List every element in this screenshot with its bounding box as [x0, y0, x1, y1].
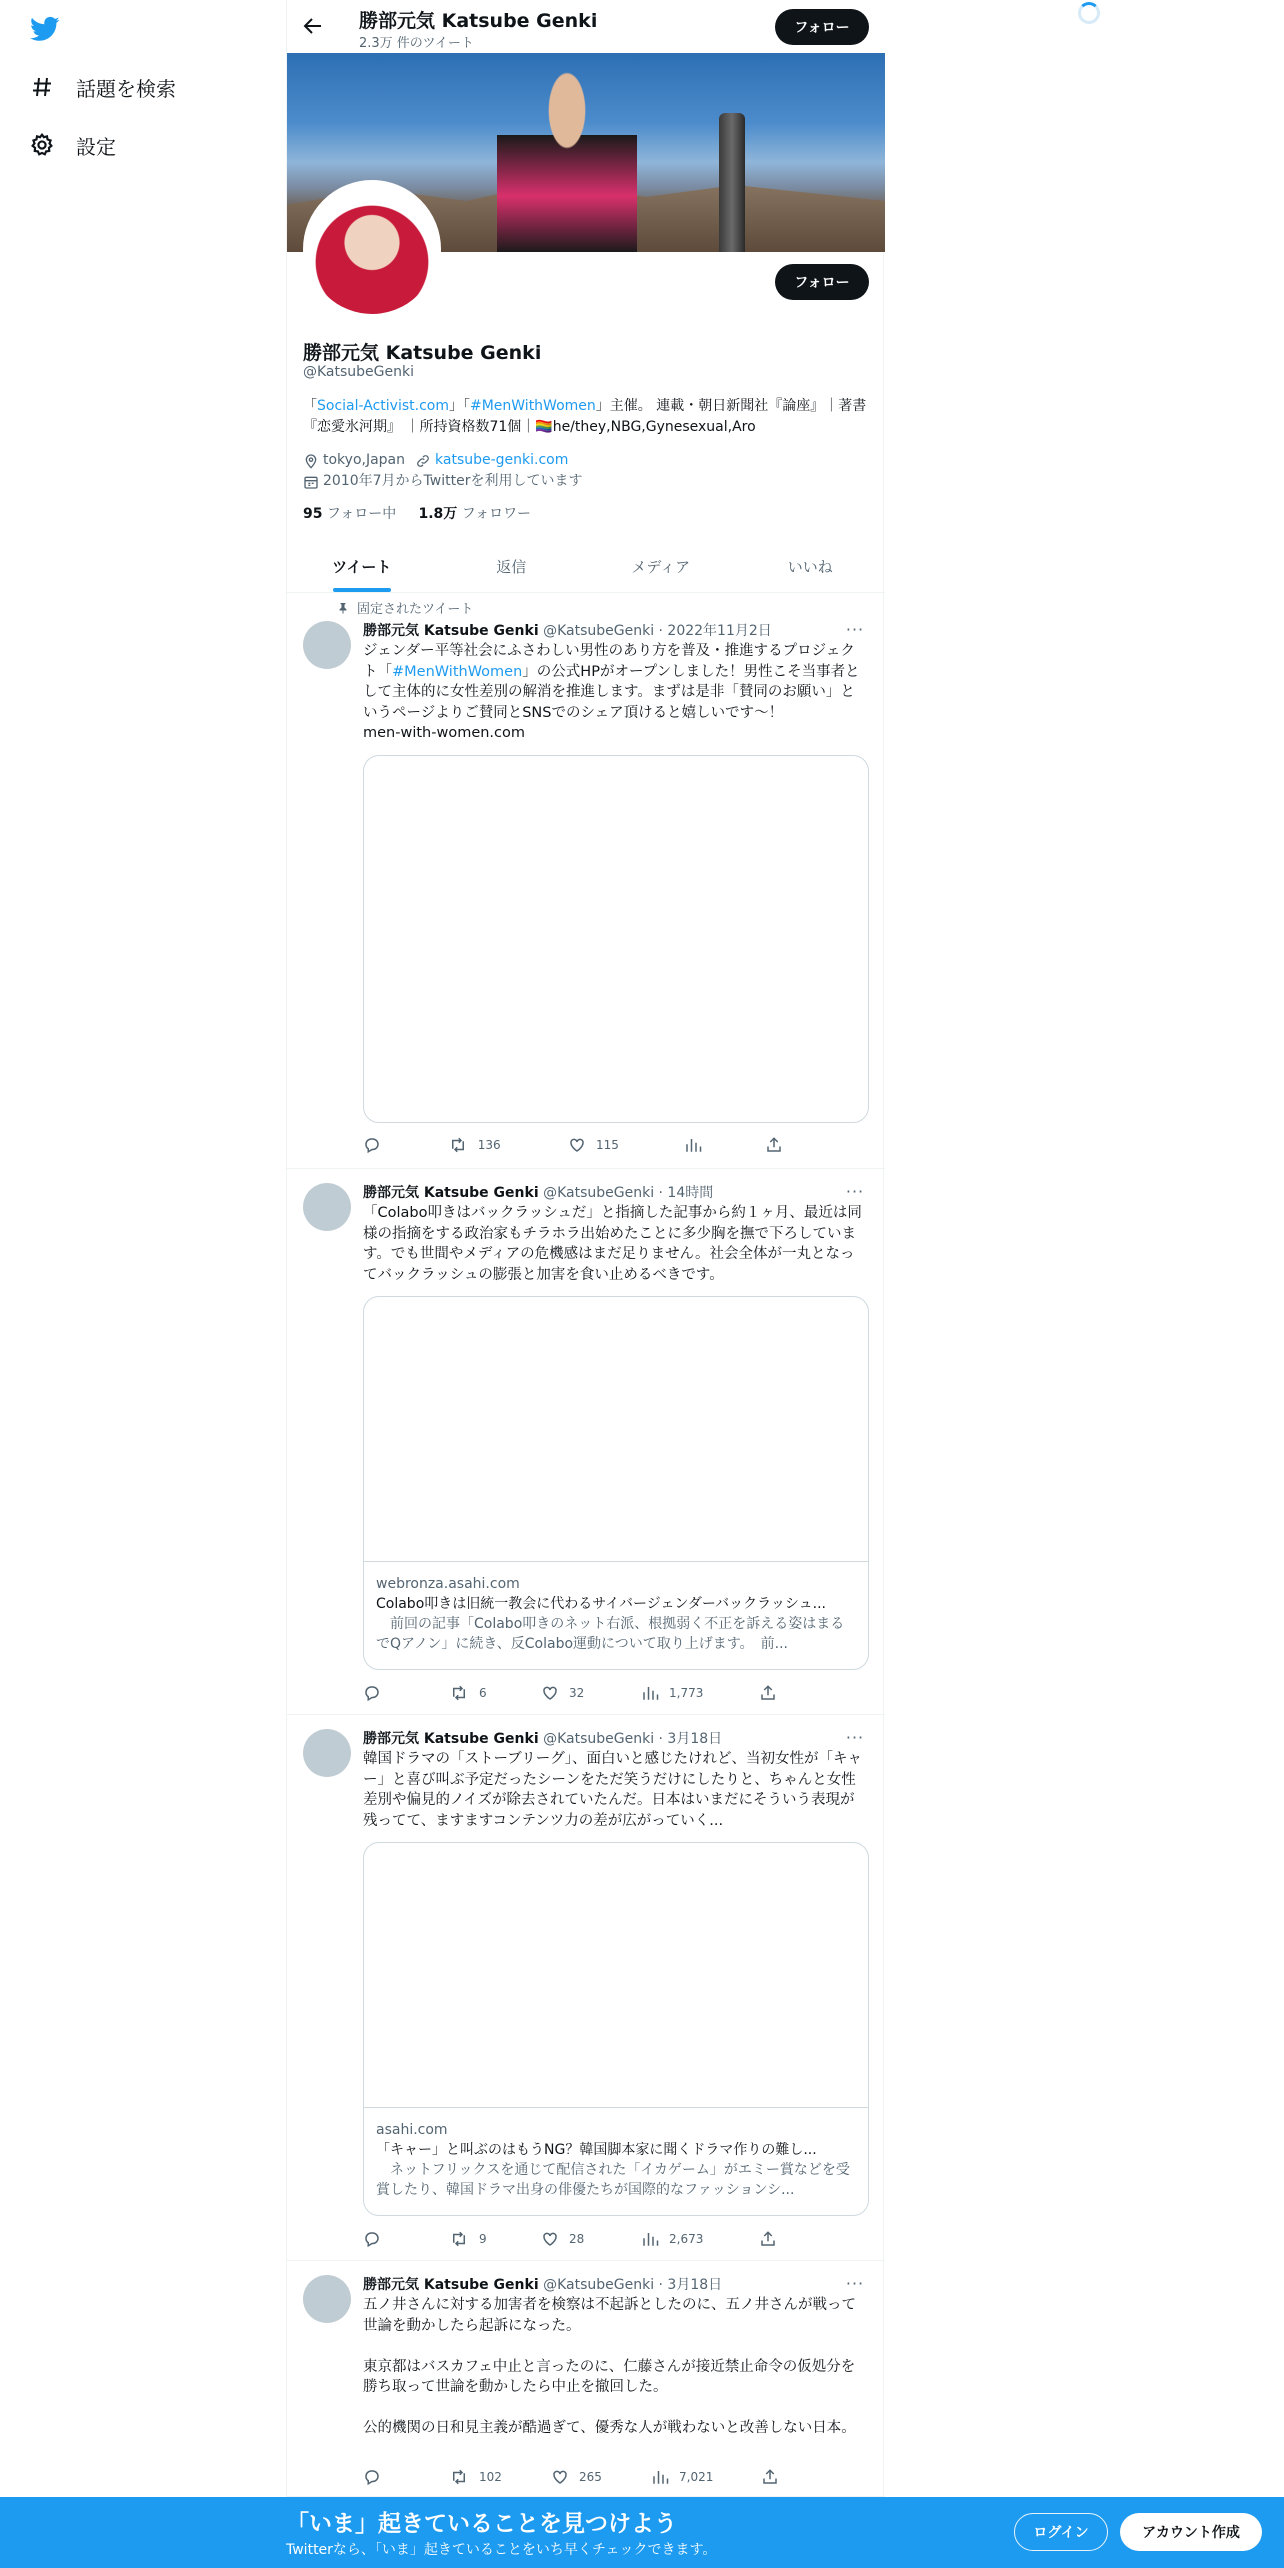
views-chart-icon	[641, 1684, 659, 1702]
signup-button[interactable]: アカウント作成	[1120, 2513, 1262, 2551]
reply-icon	[363, 2230, 381, 2248]
link-card-domain: webronza.asahi.com	[376, 1576, 520, 1592]
bio-text: 」「	[448, 398, 470, 414]
tweet-meta[interactable]: @KatsubeGenki · 3月18日	[543, 1731, 723, 1747]
tweet-author-name[interactable]: 勝部元気 Katsube Genki	[363, 623, 539, 639]
more-options-icon[interactable]: ···	[845, 2274, 865, 2293]
tweet[interactable]	[287, 1169, 885, 1715]
sidebar-item-settings[interactable]	[28, 125, 116, 165]
retweet-button[interactable]	[449, 2229, 541, 2249]
loading-spinner-icon	[1078, 2, 1100, 24]
tab-tweets[interactable]: ツイート	[287, 540, 437, 592]
share-icon	[759, 2230, 777, 2248]
tweet-text	[363, 641, 863, 723]
profile-handle: @KatsubeGenki	[303, 364, 415, 380]
reply-icon	[363, 2468, 381, 2486]
profile-location: tokyo,Japan	[323, 452, 406, 468]
profile-header-bar	[287, 0, 885, 53]
retweet-icon	[449, 1684, 469, 1702]
reply-icon	[363, 1684, 381, 1702]
calendar-icon	[303, 474, 319, 490]
sidebar-item-label: 設定	[76, 134, 116, 159]
followers-label: フォロワー	[457, 506, 532, 522]
view-count: 2,673	[669, 2232, 704, 2246]
left-sidebar	[0, 0, 286, 2568]
tweet-avatar[interactable]	[303, 1183, 351, 1231]
tweet-media-card[interactable]	[363, 755, 869, 1123]
bio-hashtag-menwithwomen[interactable]: #MenWithWomen	[469, 398, 596, 414]
following-link[interactable]	[303, 506, 396, 522]
tweet-text: 五ノ井さんに対する加害者を検察は不起訴としたのに、五ノ井さんが戦って世論を動かしたら起訴になった。 東京都はバスカフェ中止と言ったのに、仁藤さんが接近禁止命令の仮処分を勝ち取って世論を動かしたら中止を撤回した。 公的機関の日和見主義が酷過ぎて、優秀な人が戦わないと改善しない日本。	[363, 2297, 856, 2436]
like-count: 32	[569, 1686, 585, 1700]
link-icon	[415, 453, 431, 469]
share-button[interactable]	[761, 2467, 789, 2487]
reply-button[interactable]	[363, 1683, 449, 1703]
like-count: 265	[579, 2470, 602, 2484]
view-count: 1,773	[669, 1686, 704, 1700]
link-card-title: Colabo叩きは旧統一教会に代わるサイバージェンダーバックラッシュ...	[376, 1596, 826, 1612]
share-button[interactable]	[759, 2229, 787, 2249]
tweet-header	[363, 1728, 722, 1748]
like-button[interactable]	[541, 2229, 641, 2249]
like-button[interactable]	[541, 1683, 641, 1703]
tweet[interactable]	[287, 1715, 885, 2261]
tweet-pinned[interactable]	[287, 593, 885, 1169]
view-count: 7,021	[679, 2470, 714, 2484]
views-chart-icon	[641, 2230, 659, 2248]
views-button[interactable]	[651, 2467, 761, 2487]
views-button[interactable]	[684, 1135, 765, 1155]
retweet-count: 102	[479, 2470, 502, 2484]
back-arrow-icon[interactable]	[301, 14, 325, 38]
retweet-count: 9	[479, 2232, 487, 2246]
following-label: フォロー中	[322, 506, 397, 522]
retweet-icon	[449, 2230, 469, 2248]
reply-button[interactable]	[363, 1135, 448, 1155]
header-tweet-count: 2.3万 件のツイート	[359, 36, 474, 51]
link-card-image	[364, 1297, 868, 1562]
login-button[interactable]: ログイン	[1014, 2513, 1108, 2551]
reply-icon	[363, 1136, 381, 1154]
tweet-avatar[interactable]	[303, 2275, 351, 2323]
tweet-actions	[363, 2229, 793, 2249]
link-card-title: 「キャー」と叫ぶのはもうNG？韓国脚本家に聞くドラマ作りの難し...	[376, 2142, 817, 2158]
views-button[interactable]	[641, 1683, 759, 1703]
profile-joined-date: 2010年7月からTwitterを利用しています	[323, 473, 583, 489]
bio-link-social-activist[interactable]: Social-Activist.com	[317, 398, 449, 414]
reply-button[interactable]	[363, 2229, 449, 2249]
heart-icon	[541, 1684, 559, 1702]
share-button[interactable]	[765, 1135, 793, 1155]
tweet-author-name[interactable]: 勝部元気 Katsube Genki	[363, 1185, 539, 1201]
heart-icon	[551, 2468, 569, 2486]
profile-meta	[303, 450, 582, 492]
tweet-header	[363, 1182, 713, 1202]
link-card-image	[364, 1843, 868, 2108]
profile-timeline	[286, 0, 884, 2568]
sidebar-item-label: 話題を検索	[76, 76, 176, 101]
retweet-icon	[449, 2468, 469, 2486]
tab-replies[interactable]: 返信	[496, 557, 527, 576]
tweet-avatar[interactable]	[303, 1729, 351, 1777]
followers-count: 1.8万	[418, 506, 458, 522]
more-options-icon[interactable]: ···	[845, 1182, 865, 1201]
like-button[interactable]	[551, 2467, 651, 2487]
header-name: 勝部元気 Katsube Genki	[359, 10, 598, 32]
profile-tabs	[287, 540, 885, 593]
header-follow-button[interactable]: フォロー	[775, 9, 869, 45]
tweet-header	[363, 620, 772, 640]
following-count: 95	[303, 506, 323, 522]
profile-name: 勝部元気 Katsube Genki	[303, 342, 542, 364]
link-card-description: 前回の記事「Colabo叩きのネット右派、根拠弱く不正を訴える姿はまるでQアノン」に続き、反Colabo運動について取り上げます。 前...	[376, 1616, 845, 1652]
retweet-count: 6	[479, 1686, 487, 1700]
like-count: 28	[569, 2232, 585, 2246]
tweet-avatar[interactable]	[303, 621, 351, 669]
retweet-icon	[448, 1136, 468, 1154]
sidebar-item-explore[interactable]	[28, 67, 176, 107]
views-chart-icon	[684, 1136, 702, 1154]
bio-text: 「	[303, 398, 317, 414]
tweet-link-card[interactable]	[363, 1296, 869, 1670]
tweet-meta[interactable]: @KatsubeGenki · 3月18日	[543, 2277, 723, 2293]
share-button[interactable]	[759, 1683, 787, 1703]
retweet-count: 136	[477, 1138, 501, 1152]
like-button[interactable]	[568, 1135, 684, 1155]
link-card-domain: asahi.com	[376, 2122, 448, 2138]
twitter-logo-icon[interactable]	[28, 14, 62, 44]
profile-website-link[interactable]: katsube-genki.com	[435, 452, 569, 468]
tweet-author-name[interactable]: 勝部元気 Katsube Genki	[363, 1731, 539, 1747]
share-icon	[765, 1136, 783, 1154]
tweet-text-part: 」の公式HPがオープンしました！男性こそ当事者として主体的に女性差別の解消を推進します。まずは是非「賛同のお願い」というページよりご賛同とSNSでのシェア頂けると嬉しいです〜！	[363, 663, 860, 721]
signup-banner-subtitle: Twitterなら、「いま」起きていることをいち早くチェックできます。	[286, 2542, 717, 2558]
tab-media[interactable]: メディア	[631, 557, 691, 576]
retweet-button[interactable]	[449, 2467, 551, 2487]
link-card-description: ネットフリックスを通じて配信された「イカゲーム」がエミー賞などを受賞したり、韓国ドラマ出身の俳優たちが国際的なファッションシ...	[376, 2162, 850, 2198]
retweet-button[interactable]	[448, 1135, 568, 1155]
bio-text: 」主催。 連載・朝日新聞社『論座』｜著書『恋愛氷河期』 ｜所持資格数71個｜🏳️‍🌈he/they,NBG,Gynesexual,Aro	[303, 398, 867, 435]
heart-icon	[568, 1136, 586, 1154]
tweet-meta[interactable]: @KatsubeGenki · 2022年11月2日	[543, 623, 772, 639]
tweet-text-part: ジェンダー平等社会にふさわしい男性のあり方を普及・推進するプロジェクト「	[363, 643, 855, 680]
tweet-text: 「Colabo叩きはバックラッシュだ」と指摘した記事から約１ヶ月、最近は同様の指摘をする政治家もチラホラ出始めたことに多少胸を撫で下ろしています。でも世間やメディアの危機感はまだ足りません。社会全体が一丸となってバックラッシュの膨張と加害を食い止めるべきです。	[363, 1205, 862, 1283]
profile-follow-button[interactable]: フォロー	[775, 264, 869, 300]
more-options-icon[interactable]: ···	[845, 1728, 865, 1747]
profile-bio	[303, 396, 869, 438]
gear-icon	[28, 131, 56, 159]
more-options-icon[interactable]: ···	[845, 620, 865, 639]
signup-banner	[0, 2497, 1284, 2568]
signup-banner-title: 「いま」起きていることを見つけよう	[286, 2511, 677, 2537]
tweet-link-card[interactable]	[363, 1842, 869, 2216]
share-icon	[761, 2468, 779, 2486]
tweet-url-link[interactable]: men-with-women.com	[363, 725, 526, 741]
pinned-label: 固定されたツイート	[357, 602, 474, 617]
profile-avatar[interactable]	[303, 180, 441, 318]
hashtag-icon	[28, 73, 56, 101]
views-chart-icon	[651, 2468, 669, 2486]
tab-likes[interactable]: いいね	[787, 557, 833, 576]
tweet-hashtag-link[interactable]: #MenWithWomen	[392, 663, 523, 680]
pin-icon	[337, 601, 349, 615]
pinned-indicator	[337, 598, 473, 617]
tweet[interactable]	[287, 2261, 885, 2497]
share-icon	[759, 1684, 777, 1702]
tweet-header	[363, 2274, 722, 2294]
tweet-actions	[363, 1683, 793, 1703]
like-count: 115	[595, 1138, 619, 1152]
tweet-actions	[363, 2467, 793, 2487]
retweet-button[interactable]	[449, 1683, 541, 1703]
heart-icon	[541, 2230, 559, 2248]
followers-link[interactable]	[419, 506, 532, 522]
location-pin-icon	[303, 453, 319, 469]
tweet-meta[interactable]: @KatsubeGenki · 14時間	[543, 1185, 714, 1201]
views-button[interactable]	[641, 2229, 759, 2249]
tweet-author-name[interactable]: 勝部元気 Katsube Genki	[363, 2277, 539, 2293]
profile-follow-stats	[303, 503, 531, 523]
reply-button[interactable]	[363, 2467, 449, 2487]
tweet-actions	[363, 1135, 793, 1155]
tweet-text: 韓国ドラマの「ストーブリーグ」、面白いと感じたけれど、当初女性が「キャー」と喜び叫ぶ予定だったシーンをただ笑うだけにしたりと、ちゃんと女性差別や偏見的ノイズが除去されていたんだ。日本はいまだにそういう表現が残ってて、ますますコンテンツ力の差が広がっていく...	[363, 1751, 862, 1829]
